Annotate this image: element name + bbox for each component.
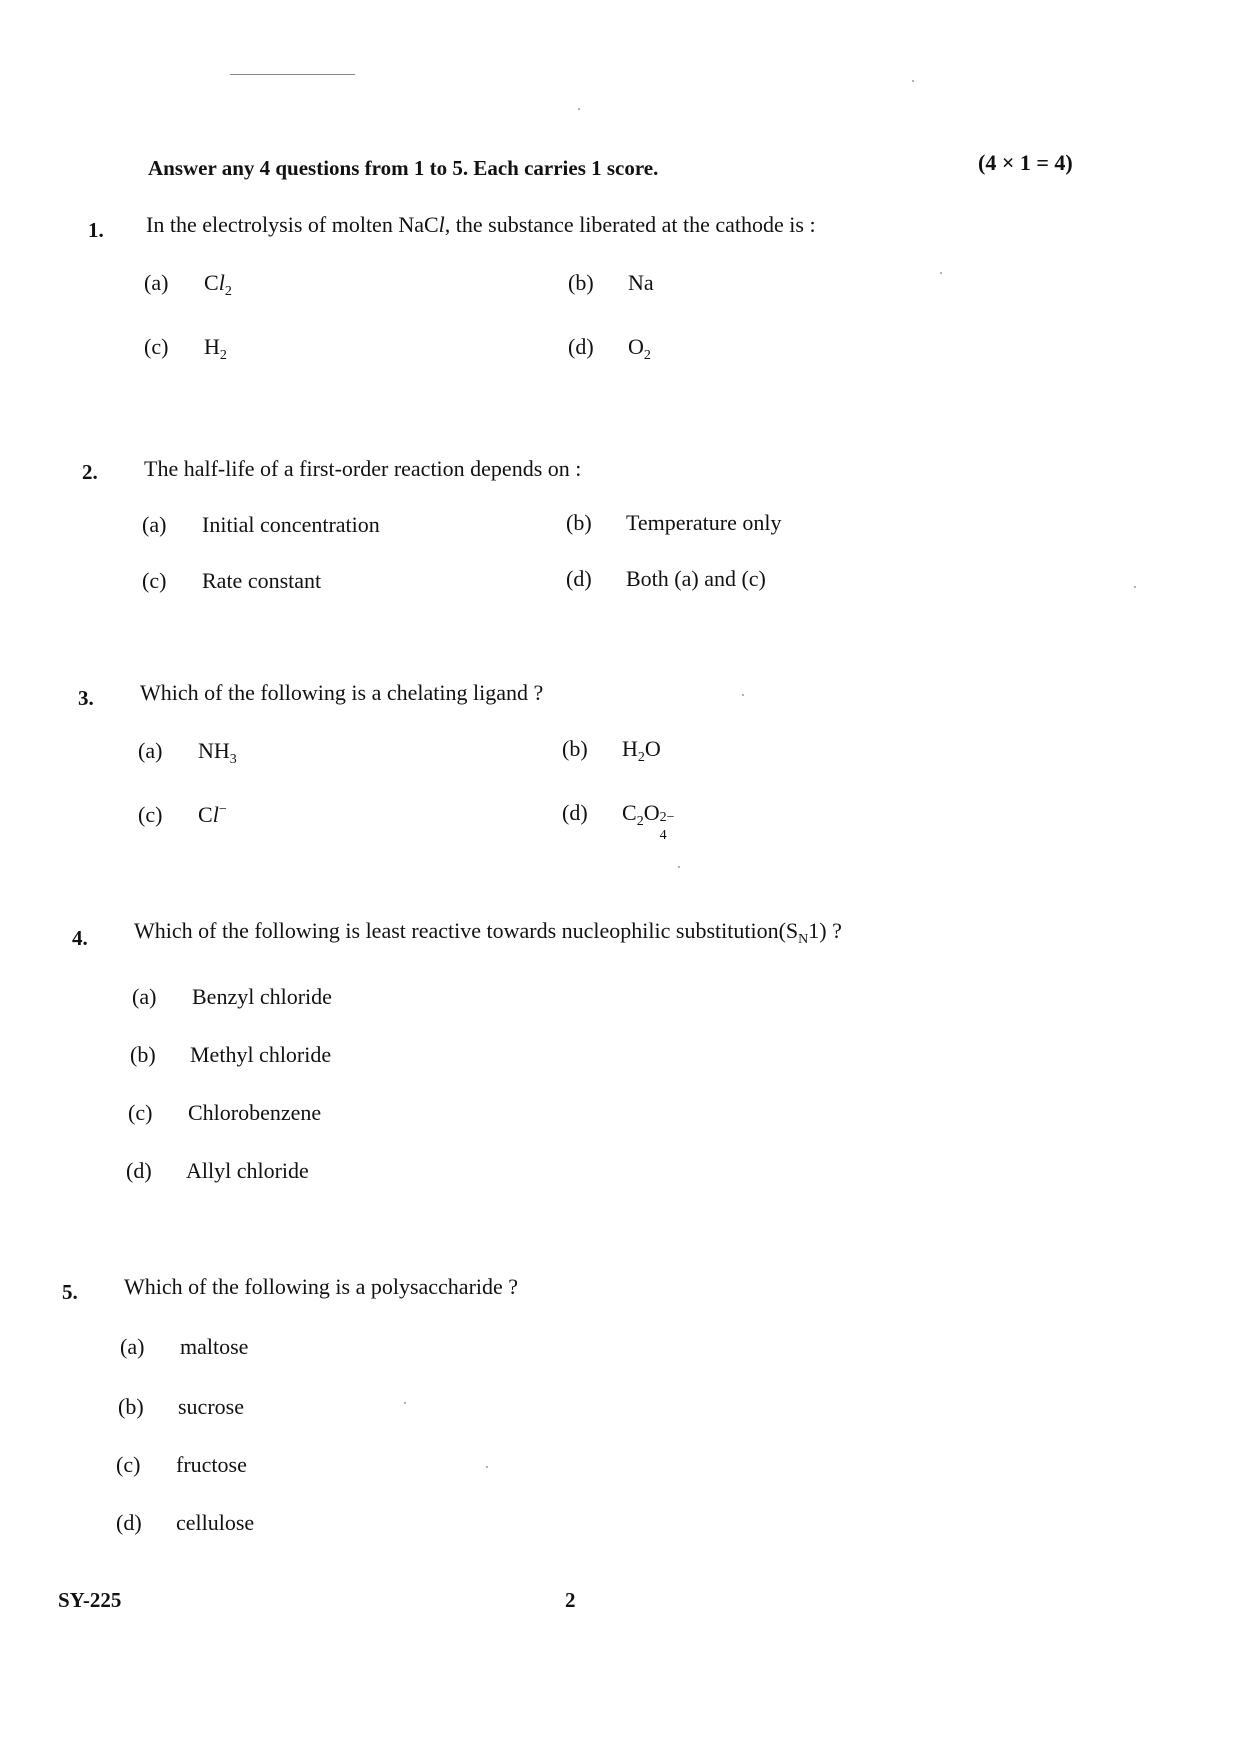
section-instruction: Answer any 4 questions from 1 to 5. Each carries 1 score. (148, 156, 659, 180)
question-1-option-c[interactable]: (c) $H_2$ (144, 334, 227, 363)
question-3-option-c[interactable]: (c) Cl− (138, 802, 227, 827)
section-marks: (4 × 1 = 4) (978, 150, 1073, 175)
top-rule (230, 74, 355, 75)
question-3-option-b[interactable]: (b) $H_2O$ (562, 736, 661, 765)
page-number: 2 (565, 1588, 576, 1612)
question-2-number: 2. (82, 460, 98, 484)
question-4-number: 4. (72, 926, 88, 950)
question-1-option-a[interactable]: (a) $Cl_2$ (144, 270, 232, 299)
question-3-option-d[interactable]: (d) $C_2O$ 2− 4 (562, 800, 675, 843)
question-2-option-a[interactable]: (a) Initial concentration (142, 512, 380, 537)
question-2-option-c[interactable]: (c) Rate constant (142, 568, 322, 593)
question-3-text: Which of the following is a chelating ligand ? (140, 680, 544, 705)
question-5-option-a[interactable]: (a) maltose (120, 1334, 249, 1359)
question-4-option-b[interactable]: (b) Methyl chloride (130, 1042, 332, 1067)
question-4-text: Which of the following is least reactive towards nucleophilic $substitution(S_N1)$ ? (134, 918, 842, 947)
question-2-option-b[interactable]: (b) Temperature only (566, 510, 782, 535)
question-5-number: 5. (62, 1280, 78, 1304)
question-2-option-d[interactable]: (d) Both (a) and (c) (566, 566, 766, 591)
question-5-option-c[interactable]: (c) fructose (116, 1452, 247, 1477)
scan-speck (912, 80, 914, 82)
question-5-option-b[interactable]: (b) sucrose (118, 1394, 244, 1419)
scan-speck (742, 694, 744, 696)
question-1-text: In the electrolysis of molten NaCl, the substance liberated at the cathode is : (146, 212, 816, 237)
question-4-option-a[interactable]: (a) Benzyl chloride (132, 984, 332, 1009)
scan-speck (678, 866, 680, 868)
scan-speck (1134, 586, 1136, 588)
scan-speck (940, 272, 942, 274)
question-3-option-a[interactable]: (a) $NH_3$ (138, 738, 237, 767)
question-4-option-c[interactable]: (c) Chlorobenzene (128, 1100, 322, 1125)
question-5-option-d[interactable]: (d) cellulose (116, 1510, 255, 1535)
question-3-number: 3. (78, 686, 94, 710)
paper-code: SY-225 (58, 1588, 122, 1612)
scan-speck (578, 108, 580, 110)
scan-speck (404, 1402, 406, 1404)
question-5-text: Which of the following is a polysaccharide ? (124, 1274, 519, 1299)
question-4-option-d[interactable]: (d) Allyl chloride (126, 1158, 309, 1183)
question-1-option-b[interactable]: (b) Na (568, 270, 654, 295)
question-1-number: 1. (88, 218, 104, 242)
question-1-option-d[interactable]: (d) $O_2$ (568, 334, 651, 363)
question-2-text: The half-life of a first-order reaction depends on : (144, 456, 582, 481)
scan-speck (486, 1466, 488, 1468)
